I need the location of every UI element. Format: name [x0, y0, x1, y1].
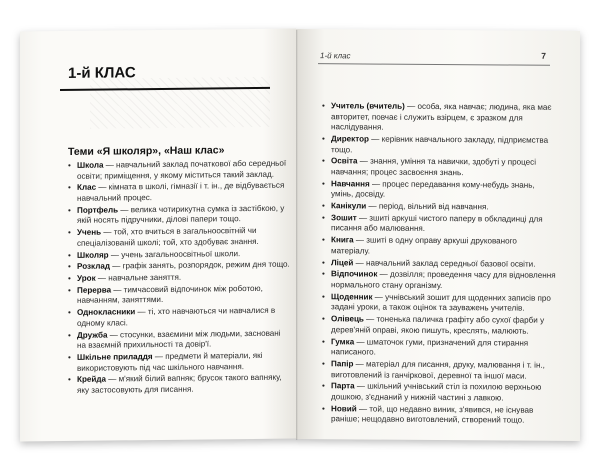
bullet-icon: •	[322, 336, 325, 346]
entry-term: Папір	[331, 359, 354, 369]
entry-term: Учень	[77, 227, 102, 237]
entry-term: Гумка	[331, 336, 355, 346]
dictionary-entry	[322, 201, 558, 213]
entry-definition: — зшиті в одну оправу аркуші друкованого матеріалу.	[331, 235, 517, 256]
bullet-icon: •	[68, 262, 71, 272]
entry-term: Портфель	[77, 205, 119, 215]
right-entry-list	[322, 101, 558, 428]
entry-definition: — графік занять, розпорядок, режим дня тощо.	[110, 259, 290, 271]
entry-definition: — ті, хто навчаються чи навчалися в одному класі.	[77, 305, 276, 328]
entry-definition: — шматочок гуми, призначений для стирання написаного.	[331, 336, 529, 357]
entry-definition: — той, хто вчиться в загальноосвітній чи спеціалізованій школі; той, хто здобуває знання.	[77, 226, 259, 248]
dictionary-entry	[68, 226, 290, 250]
entry-definition: — тимчасовий відпочинок між роботою, навчанням, заняттями.	[77, 283, 263, 306]
chapter-heading	[60, 59, 270, 91]
bullet-icon: •	[322, 269, 325, 279]
bullet-icon: •	[322, 156, 325, 166]
bullet-icon: •	[322, 201, 325, 211]
dictionary-entry	[322, 404, 558, 427]
entry-term: Парта	[331, 381, 355, 391]
chapter-title: 1-й КЛАС	[68, 64, 136, 82]
entry-term: Директор	[331, 134, 369, 144]
entry-definition: — дозвілля; проведення часу для відновлення нормального стану організму.	[331, 269, 556, 291]
bullet-icon: •	[322, 235, 325, 245]
entry-definition: — навчальний заклад середньої базової освіти.	[353, 258, 536, 269]
running-head: 1-й клас	[320, 51, 351, 61]
entry-term: Зошит	[331, 213, 357, 223]
dictionary-entry	[322, 292, 558, 315]
dictionary-entry	[322, 314, 558, 337]
entry-term: Урок	[77, 273, 96, 283]
bullet-icon: •	[68, 375, 71, 385]
bullet-icon: •	[322, 134, 325, 144]
entry-term: Ліцей	[331, 257, 354, 268]
bullet-icon: •	[68, 285, 71, 295]
page-number: 7	[541, 50, 546, 61]
entry-term: Книга	[331, 235, 354, 245]
entry-term: Розклад	[77, 261, 110, 272]
entry-definition: — матеріал для писання, друку, малювання і т. ін., виготовлений із ганчіркової, деревної та іншої маси.	[331, 359, 545, 381]
entry-term: Канікули	[331, 201, 367, 211]
entry-definition: — процес передавання кому-небудь знань, умінь, досвіду.	[331, 179, 535, 199]
dictionary-entry	[322, 213, 558, 236]
dictionary-entry	[322, 270, 558, 293]
bullet-icon: •	[322, 291, 325, 301]
entry-definition: — зшиті аркуші чистого паперу в обкладинці для писання або малювання.	[331, 213, 543, 234]
bullet-icon: •	[322, 257, 325, 267]
entry-definition: — учень загальноосвітньої школи.	[108, 248, 241, 260]
bullet-icon: •	[322, 213, 325, 223]
entry-term: Щоденник	[331, 292, 373, 302]
right-page	[296, 29, 580, 441]
bullet-icon: •	[322, 403, 325, 413]
dictionary-entry	[68, 203, 290, 227]
entry-definition: — тоненька паличка графіту або сухої фарби у дерев'яній оправі, якою пишуть, креслять, малюють.	[331, 314, 545, 336]
entry-definition: — учнівський зошит для щоденних записів про задані уроки, а також оцінок та зауважень учителів.	[331, 292, 551, 313]
dictionary-entry	[322, 157, 558, 180]
bullet-icon: •	[68, 308, 71, 318]
bullet-icon: •	[322, 101, 325, 111]
dictionary-entry	[322, 359, 558, 382]
entry-term: Відпочинок	[331, 269, 378, 279]
bullet-icon: •	[322, 359, 325, 369]
entry-term: Навчання	[331, 178, 370, 189]
dictionary-entry	[68, 272, 290, 285]
left-page	[20, 29, 296, 442]
entry-term: Дружба	[77, 330, 108, 340]
section-title: Теми «Я школяр», «Наш клас»	[68, 144, 225, 158]
entry-definition: — велика чотирикутна сумка із застібкою, у якій носять підручники, ділові папери тощо.	[77, 203, 285, 226]
dictionary-entry	[322, 337, 558, 360]
entry-term: Освіта	[331, 156, 358, 166]
book-spine	[296, 30, 298, 440]
entry-definition: — керівник навчального закладу, підприємства тощо.	[331, 134, 549, 154]
dictionary-entry	[322, 381, 558, 404]
entry-term: Олівець	[331, 314, 364, 324]
entry-definition: — знання, уміння та навички, здобуті у процесі навчання; процес засвоєння знань.	[331, 156, 537, 178]
entry-definition: — предмети й матеріали, які використовують під час шкільного навчання.	[77, 350, 263, 373]
dictionary-entry	[68, 181, 290, 205]
bullet-icon: •	[68, 330, 71, 340]
bullet-icon: •	[68, 228, 71, 238]
dictionary-entry	[68, 283, 290, 307]
entry-term: Учитель (вчитель)	[331, 101, 405, 111]
entry-term: Школа	[77, 160, 104, 170]
entry-definition: — той, що недавно виник, з'явився, не існував раніше; нещодавно виготовлений, створений тощо.	[331, 404, 534, 425]
left-entry-list	[68, 159, 290, 398]
dictionary-entry	[68, 351, 290, 375]
bullet-icon: •	[68, 352, 71, 362]
entry-definition: — навчальний заклад початкової або середньої освіти; приміщення, у якому міститься такий заклад.	[77, 158, 287, 181]
dictionary-entry	[68, 260, 290, 273]
entry-definition: — кімната в школі, гімназії і т. ін., де відбувається навчальний процес.	[77, 181, 285, 203]
dictionary-entry	[322, 134, 558, 157]
entry-term: Перерва	[77, 285, 112, 295]
open-book	[20, 30, 580, 440]
dictionary-entry	[68, 159, 290, 183]
dictionary-entry	[68, 248, 290, 261]
entry-definition: — стосунки, взаємини між людьми, засновані на взаємній прихильності та довір'ї.	[77, 328, 281, 351]
entry-definition: — навчальне заняття.	[95, 272, 182, 283]
bullet-icon: •	[68, 273, 71, 284]
dictionary-entry	[68, 306, 290, 330]
entry-term: Клас	[77, 183, 97, 193]
dictionary-entry	[322, 101, 558, 134]
dictionary-entry	[68, 328, 290, 352]
dictionary-entry	[322, 258, 558, 270]
entry-definition: — період, вільний від навчання.	[366, 201, 489, 212]
entry-term: Школяр	[77, 250, 109, 260]
dictionary-entry	[68, 373, 290, 397]
entry-term: Новий	[331, 403, 357, 414]
entry-definition: — шкільний учнівський стіл із похилою верхньою дошкою, з'єднаний у нижній частині з лавкою.	[331, 381, 542, 403]
bullet-icon: •	[322, 314, 325, 324]
bullet-icon: •	[68, 250, 71, 260]
entry-definition: — особа, яка навчає; людина, яка має авторитет, повчає і служить взірцем, є зразком для наслідування.	[331, 101, 552, 132]
bullet-icon: •	[322, 178, 325, 188]
bullet-icon: •	[68, 160, 71, 170]
entry-term: Крейда	[77, 374, 106, 385]
bullet-icon: •	[68, 205, 71, 215]
dictionary-entry	[322, 179, 558, 202]
entry-definition: — м'який білий вапняк; брусок такого вапняку, яку застосовують для писання.	[77, 373, 282, 395]
dictionary-entry	[322, 235, 558, 258]
bullet-icon: •	[68, 183, 71, 193]
entry-term: Однокласники	[77, 307, 136, 318]
entry-term: Шкільне приладдя	[77, 352, 153, 362]
bullet-icon: •	[322, 381, 325, 391]
header-rule	[318, 63, 550, 66]
